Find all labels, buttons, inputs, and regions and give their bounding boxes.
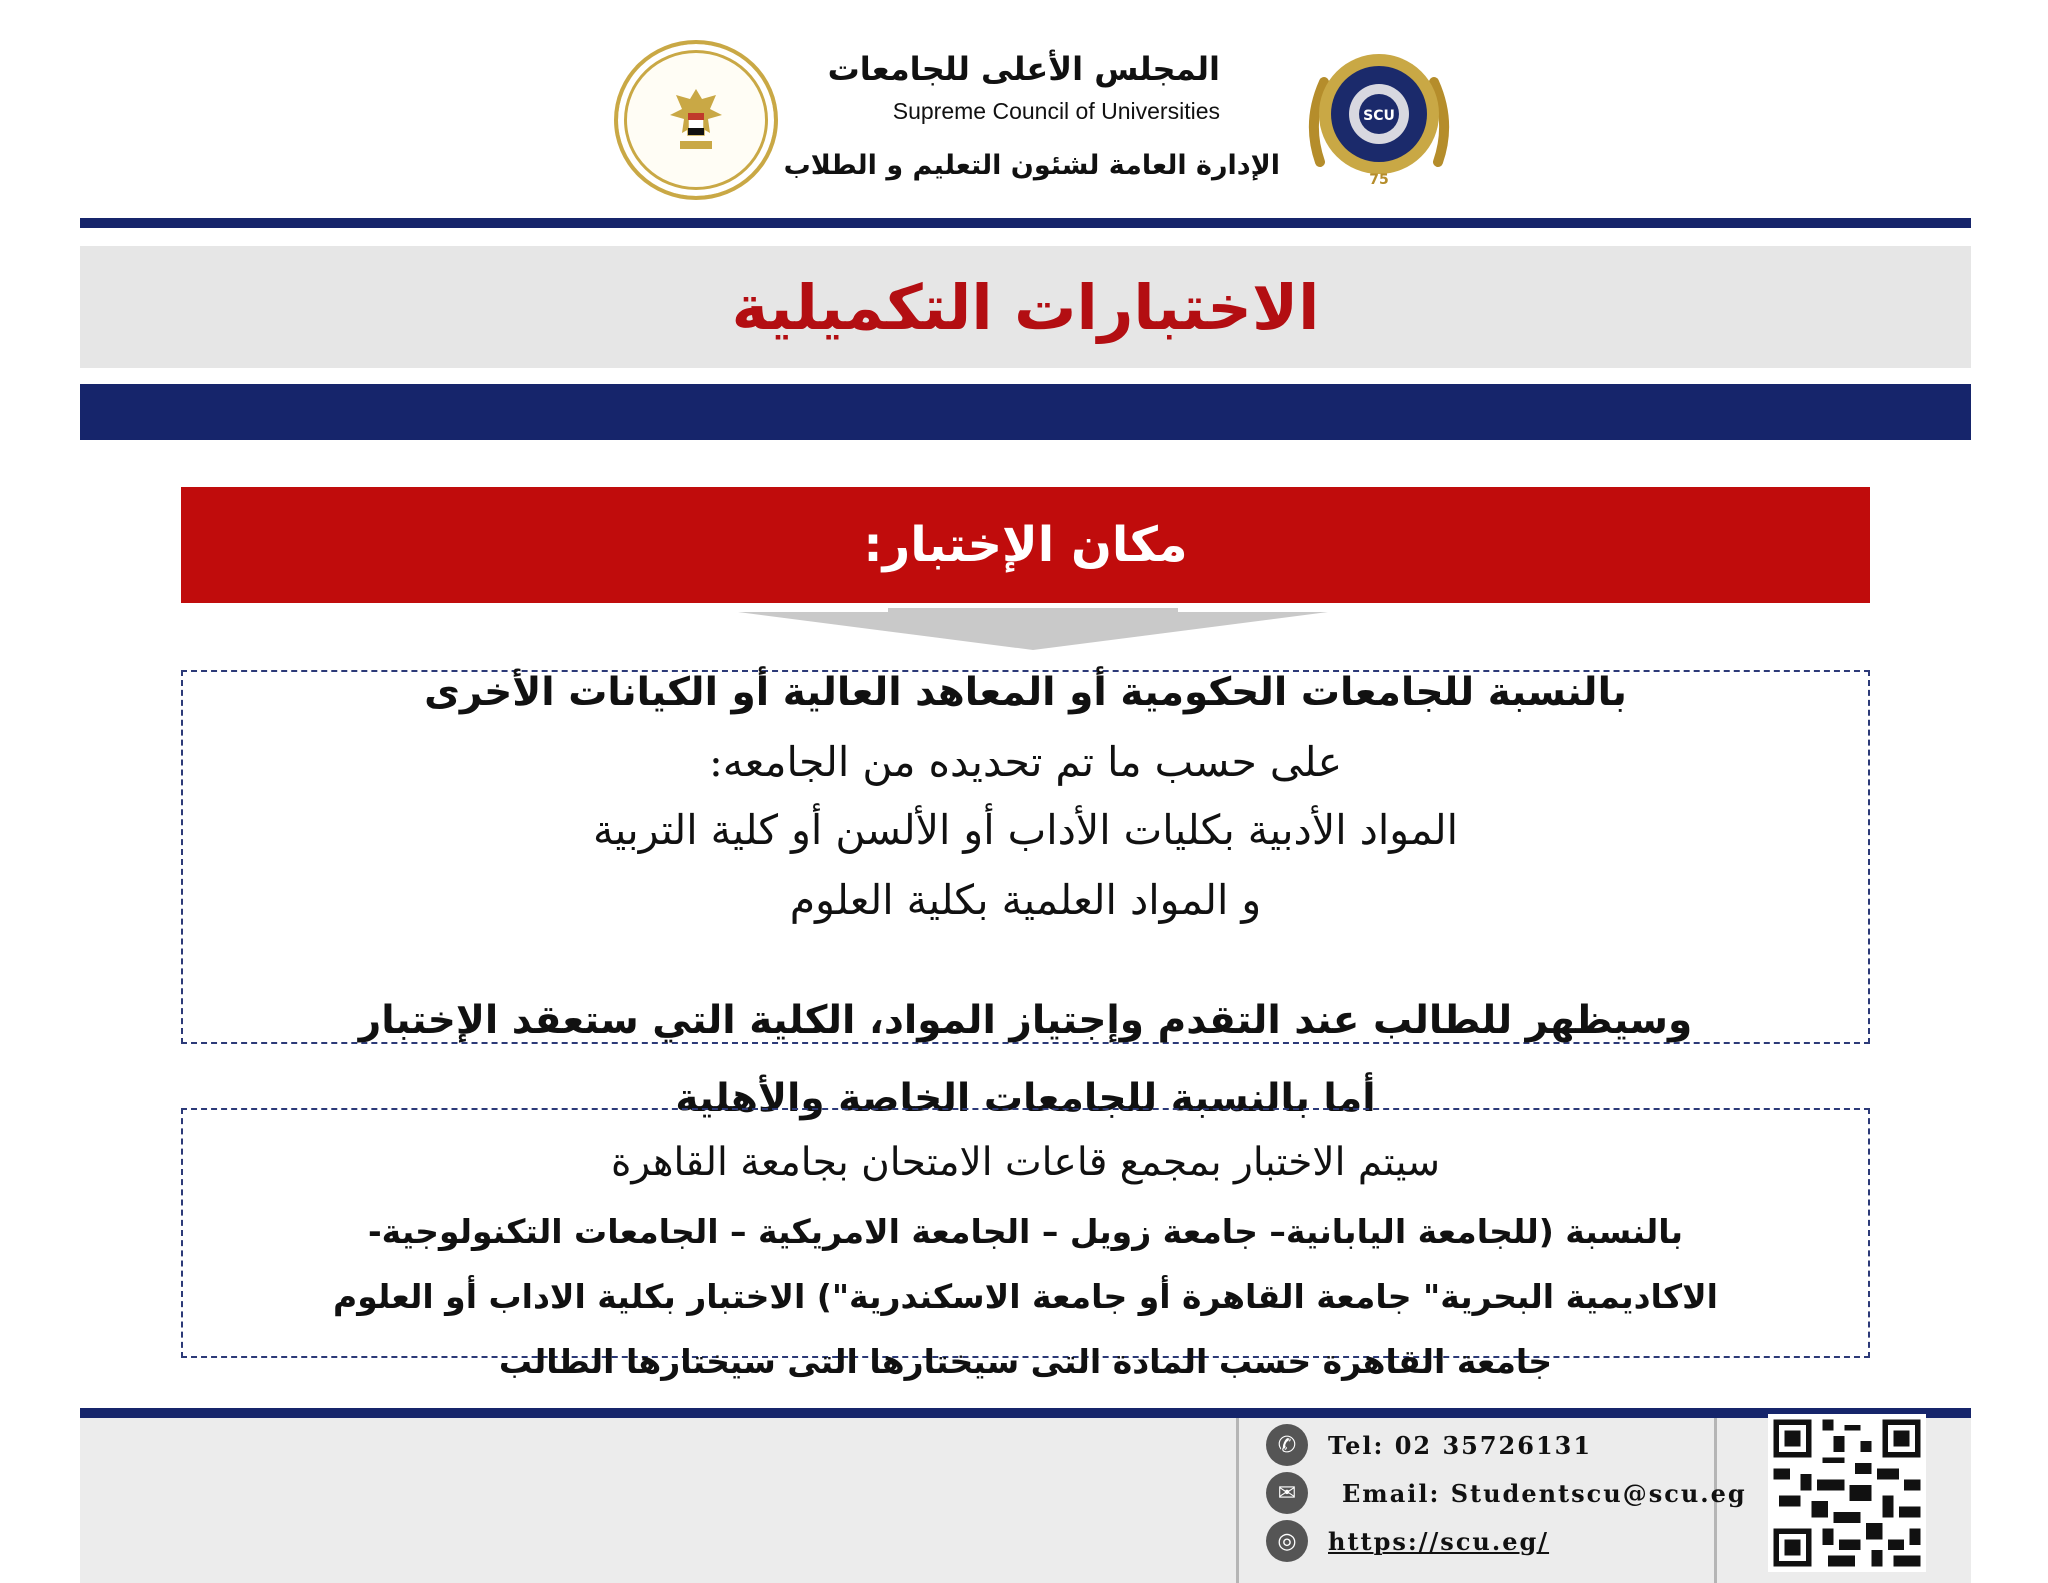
ministry-logo: [614, 40, 778, 200]
page-title: الاختبارات التكميلية: [731, 270, 1320, 344]
council-name-english: Supreme Council of Universities: [892, 98, 1220, 124]
box2-line-2: بالنسبة (للجامعة اليابانية– جامعة زويل – الجامعة الامريكية – الجامعات التكنولوجية-: [367, 1212, 1684, 1251]
footer-divider-left: [1236, 1418, 1239, 1583]
svg-text:75: 75: [1369, 172, 1389, 188]
contact-website: [1266, 1520, 1549, 1562]
svg-text:SCU: SCU: [1363, 108, 1395, 124]
website-link[interactable]: https://scu.eg/: [1328, 1526, 1550, 1556]
box2-heading: أما بالنسبة للجامعات الخاصة والأهلية: [675, 1076, 1376, 1121]
contact-tel: [1266, 1424, 1592, 1466]
box1-line-2: على حسب ما تم تحديده من الجامعه:: [708, 738, 1343, 786]
council-name-arabic: المجلس الأعلى للجامعات: [827, 50, 1220, 88]
globe-icon: ◎: [1266, 1520, 1308, 1562]
section-banner: [181, 487, 1870, 603]
phone-icon: ✆: [1266, 1424, 1308, 1466]
diamond-jubilee-logo: [1300, 42, 1458, 192]
box2-line-1: سيتم الاختبار بمجمع قاعات الامتحان بجامعة القاهرة: [610, 1140, 1441, 1185]
eagle-emblem-icon: [666, 85, 726, 155]
department-name: الإدارة العامة لشئون التعليم و الطلاب: [783, 150, 1280, 181]
box1-note: وسيظهر للطالب عند التقدم وإجتياز المواد، الكلية التي ستعقد الإختبار: [358, 998, 1693, 1043]
box1-line-3: المواد الأدبية بكليات الأداب أو الألسن أو كلية التربية: [592, 806, 1459, 854]
section-banner-label: مكان الإختبار:: [863, 517, 1188, 573]
title-band: [80, 246, 1971, 368]
box2-line-3: الاكاديمية البحرية" جامعة القاهرة أو جامعة الاسكندرية") الاختبار بكلية الاداب أو العلوم: [333, 1277, 1718, 1316]
qr-code: [1768, 1414, 1926, 1572]
box2-line-4: جامعة القاهرة حسب المادة التى سيختارها التى سيختارها الطالب: [498, 1342, 1553, 1381]
tel-text: Tel: 02 35726131: [1328, 1430, 1593, 1460]
government-universities-box: [181, 670, 1870, 1044]
navy-band: [80, 384, 1971, 440]
box1-line-4: و المواد العلمية بكلية العلوم: [789, 876, 1262, 924]
down-arrow-icon: [738, 608, 1328, 650]
mail-icon: ✉: [1266, 1472, 1308, 1514]
header-divider: [80, 218, 1971, 228]
email-text[interactable]: Email: Studentscu@scu.eg: [1342, 1478, 1747, 1508]
contact-email: [1266, 1472, 1747, 1514]
box1-heading: بالنسبة للجامعات الحكومية أو المعاهد العالية أو الكيانات الأخرى: [424, 670, 1627, 715]
